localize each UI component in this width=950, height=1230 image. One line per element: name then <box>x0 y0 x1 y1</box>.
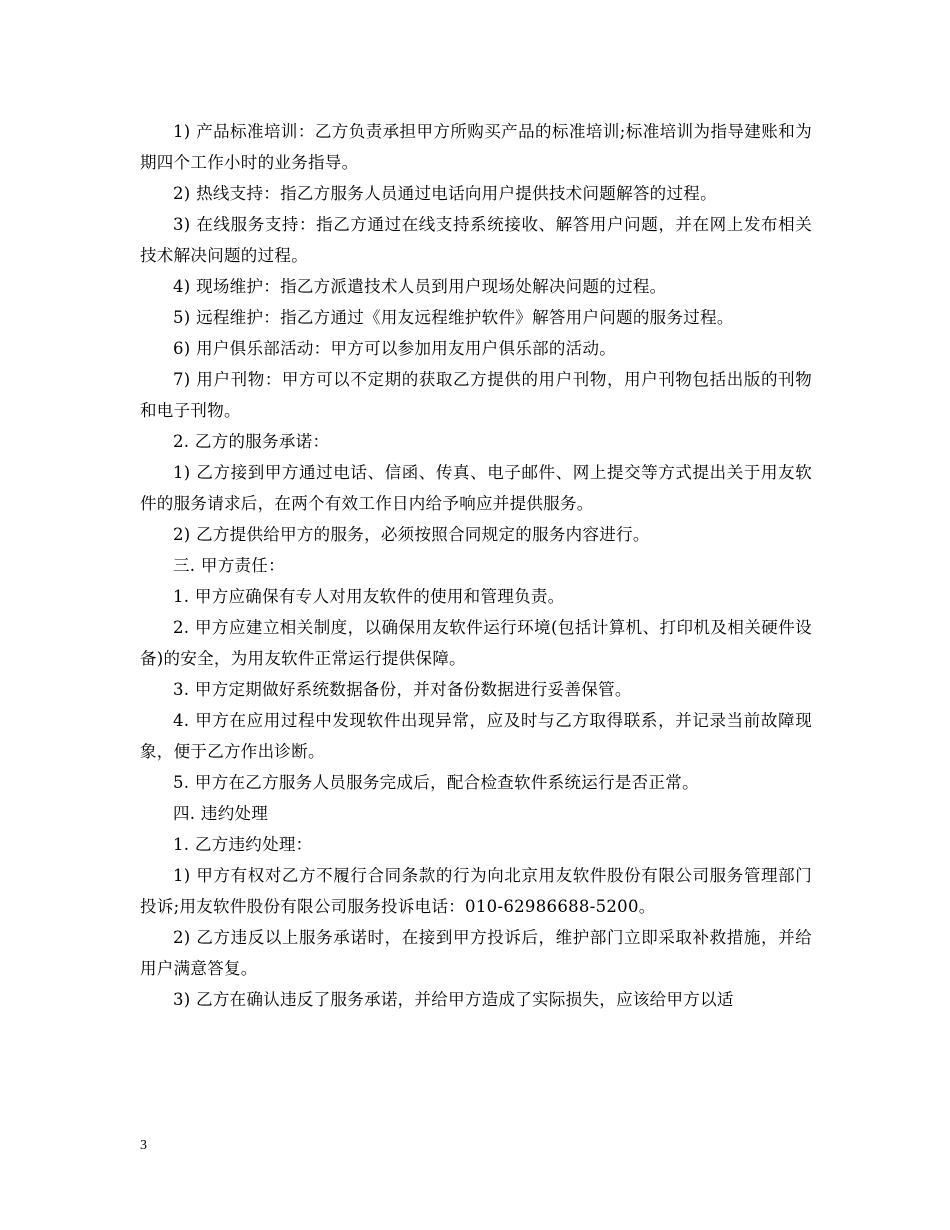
paragraph: 3. 甲方定期做好系统数据备份，并对备份数据进行妥善保管。 <box>173 680 632 699</box>
paragraph: 2. 甲方应建立相关制度，以确保用友软件运行环境(包括计算机、打印机及相关硬件设备)的安全，为用友软件正常运行提供保障。 <box>140 618 812 668</box>
paragraph: 7) 用户刊物：甲方可以不定期的获取乙方提供的用户刊物，用户刊物包括出版的刊物和电子刊物。 <box>140 370 812 420</box>
paragraph: 4. 甲方在应用过程中发现软件出现异常，应及时与乙方取得联系，并记录当前故障现象，便于乙方作出诊断。 <box>140 711 812 761</box>
paragraph: 6) 用户俱乐部活动：甲方可以参加用友用户俱乐部的活动。 <box>173 339 617 358</box>
paragraph: 1) 乙方接到甲方通过电话、信函、传真、电子邮件、网上提交等方式提出关于用友软件的服务请求后，在两个有效工作日内给予响应并提供服务。 <box>140 463 812 513</box>
document-body <box>140 116 812 1015</box>
paragraph: 5) 远程维护：指乙方通过《用友远程维护软件》解答用户问题的服务过程。 <box>173 308 734 327</box>
paragraph: 1) 产品标准培训：乙方负责承担甲方所购买产品的标准培训;标准培训为指导建账和为期四个工作小时的业务指导。 <box>140 122 812 172</box>
paragraph: 2) 乙方违反以上服务承诺时，在接到甲方投诉后，维护部门立即采取补救措施，并给用户满意答复。 <box>140 928 812 978</box>
section-heading: 2. 乙方的服务承诺： <box>173 432 330 451</box>
section-heading: 三. 甲方责任： <box>173 556 285 575</box>
paragraph: 5. 甲方在乙方服务人员服务完成后，配合检查软件系统运行是否正常。 <box>173 773 699 792</box>
paragraph: 1) 甲方有权对乙方不履行合同条款的行为向北京用友软件股份有限公司服务管理部门投诉;用友软件股份有限公司服务投诉电话：010-62986688-5200。 <box>140 866 812 916</box>
paragraph: 1. 甲方应确保有专人对用友软件的使用和管理负责。 <box>173 587 565 606</box>
section-heading: 四. 违约处理 <box>173 804 269 823</box>
paragraph: 3) 乙方在确认违反了服务承诺，并给甲方造成了实际损失，应该给甲方以适 <box>173 990 734 1009</box>
paragraph: 2) 乙方提供给甲方的服务，必须按照合同规定的服务内容进行。 <box>173 525 650 544</box>
paragraph: 2) 热线支持：指乙方服务人员通过电话向用户提供技术问题解答的过程。 <box>173 184 717 203</box>
page-number: 3 <box>140 1138 147 1153</box>
section-heading: 1. 乙方违约处理： <box>173 835 313 854</box>
paragraph: 3) 在线服务支持：指乙方通过在线支持系统接收、解答用户问题，并在网上发布相关技术解决问题的过程。 <box>140 215 812 265</box>
paragraph: 4) 现场维护：指乙方派遣技术人员到用户现场处解决问题的过程。 <box>173 277 667 296</box>
